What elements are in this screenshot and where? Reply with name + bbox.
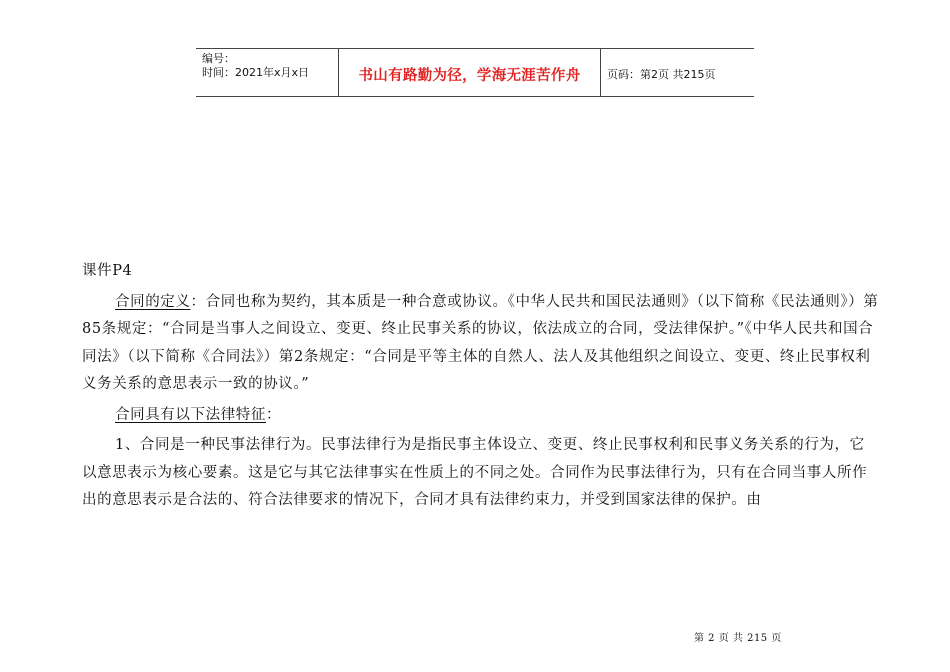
definition-paragraph bbox=[82, 289, 879, 399]
document-number-label: 编号： bbox=[202, 52, 235, 65]
definition-term: 合同的定义 bbox=[115, 293, 191, 310]
definition-text: ：合同也称为契约，其本质是一种合意或协议。《中华人民共和国民法通则》（以下简称《民法通则》）第85条规定：“合同是当事人之间设立、变更、终止民事关系的协议，依法成立的合同，受法律保护。”《中华人民共和国合同法》（以下简称《合同法》）第2条规定：“合同是平等主体的自然人、法人及其他组织之间设立、变更、终止民事权利义务关系的意思表示一致的协议。” bbox=[82, 293, 879, 392]
features-heading-paragraph bbox=[82, 402, 879, 430]
page-footer: 第 2 页 共 215 页 bbox=[694, 633, 782, 644]
document-date: 时间：2021年x月x日 bbox=[202, 66, 310, 79]
header-motto: 书山有路勤为径，学海无涯苦作舟 bbox=[358, 68, 581, 84]
header-motto-cell bbox=[339, 49, 601, 96]
features-heading: 合同具有以下法律特征 bbox=[115, 406, 266, 423]
features-heading-colon: ： bbox=[266, 406, 282, 423]
document-body bbox=[82, 258, 879, 515]
header-page-info: 页码：第2页 共215页 bbox=[607, 68, 716, 81]
header-meta-cell bbox=[196, 49, 339, 96]
header-page-cell bbox=[601, 49, 754, 96]
section-title: 课件P4 bbox=[82, 263, 133, 279]
feature-one-paragraph: 1、合同是一种民事法律行为。民事法律行为是指民事主体设立、变更、终止民事权利和民事义务关系的行为，它以意思表示为核心要素。这是它与其它法律事实在性质上的不同之处。合同作为民事法律行为，只有在合同当事人所作出的意思表示是合法的、符合法律要求的情况下，合同才具有法律约束力，并受到国家法律的保护。由 bbox=[82, 437, 868, 508]
page-header bbox=[196, 48, 754, 97]
